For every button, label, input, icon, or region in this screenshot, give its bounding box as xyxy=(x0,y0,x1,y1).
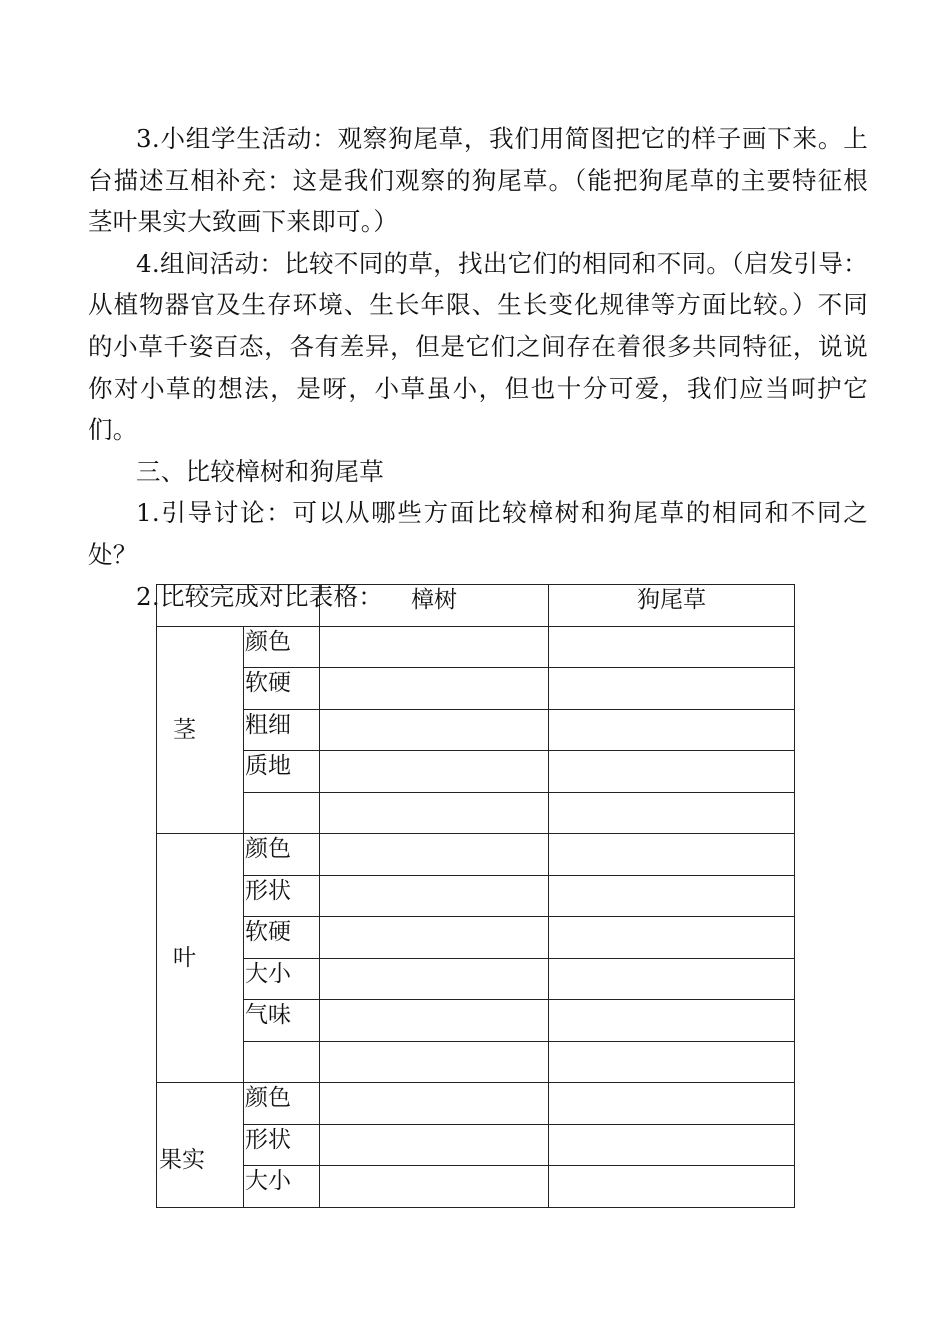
attr-cell xyxy=(244,792,320,834)
header-empty-cell xyxy=(157,585,320,627)
attr-cell: 颜色 xyxy=(244,626,320,668)
input-cell[interactable] xyxy=(549,917,795,959)
input-cell[interactable] xyxy=(549,1083,795,1125)
input-cell[interactable] xyxy=(320,958,549,1000)
section-heading-3: 三、比较樟树和狗尾草 xyxy=(136,456,384,486)
attr-cell: 形状 xyxy=(244,875,320,917)
table-row xyxy=(157,626,795,668)
input-cell[interactable] xyxy=(320,875,549,917)
attr-cell: 颜色 xyxy=(244,834,320,876)
header-foxtail-grass: 狗尾草 xyxy=(549,585,795,627)
input-cell[interactable] xyxy=(549,626,795,668)
table-row xyxy=(157,875,795,917)
input-cell[interactable] xyxy=(549,834,795,876)
input-cell[interactable] xyxy=(320,668,549,710)
input-cell[interactable] xyxy=(549,751,795,793)
input-cell[interactable] xyxy=(549,875,795,917)
attr-cell xyxy=(244,1041,320,1083)
attr-cell: 气味 xyxy=(244,1000,320,1042)
table-row xyxy=(157,1166,795,1208)
input-cell[interactable] xyxy=(320,1000,549,1042)
table-row xyxy=(157,792,795,834)
table-row xyxy=(157,834,795,876)
comparison-table xyxy=(156,584,795,1208)
paragraph-table-intro: 2.比较完成对比表格： xyxy=(136,581,384,611)
input-cell[interactable] xyxy=(320,626,549,668)
paragraph-activity-4: 4.组间活动：比较不同的草，找出它们的相同和不同。（启发引导：从植物器官及生存环境、生长年限、生长变化规律等方面比较。）不同的小草千姿百态，各有差异，但是它们之间存在着很多共同特征，说说你对小草的想法，是呀，小草虽小，但也十分可爱，我们应当呵护它们。 xyxy=(88,248,868,445)
input-cell[interactable] xyxy=(549,958,795,1000)
attr-cell: 形状 xyxy=(244,1124,320,1166)
input-cell[interactable] xyxy=(549,792,795,834)
input-cell[interactable] xyxy=(320,751,549,793)
table-row xyxy=(157,1000,795,1042)
input-cell[interactable] xyxy=(320,792,549,834)
attr-cell: 质地 xyxy=(244,751,320,793)
group-leaf: 叶 xyxy=(157,834,244,1083)
header-camphor-tree: 樟树 xyxy=(320,585,549,627)
attr-cell: 软硬 xyxy=(244,668,320,710)
group-stem: 茎 xyxy=(157,626,244,834)
input-cell[interactable] xyxy=(549,1166,795,1208)
input-cell[interactable] xyxy=(320,1041,549,1083)
input-cell[interactable] xyxy=(549,709,795,751)
attr-cell: 大小 xyxy=(244,958,320,1000)
input-cell[interactable] xyxy=(320,709,549,751)
input-cell[interactable] xyxy=(320,834,549,876)
paragraph-discussion: 1.引导讨论：可以从哪些方面比较樟树和狗尾草的相同和不同之处？ xyxy=(88,498,868,569)
table-row xyxy=(157,1124,795,1166)
group-fruit: 果实 xyxy=(157,1083,244,1208)
input-cell[interactable] xyxy=(549,668,795,710)
table-row xyxy=(157,917,795,959)
attr-cell: 软硬 xyxy=(244,917,320,959)
input-cell[interactable] xyxy=(320,1124,549,1166)
table-row xyxy=(157,1083,795,1125)
input-cell[interactable] xyxy=(549,1124,795,1166)
input-cell[interactable] xyxy=(549,1041,795,1083)
input-cell[interactable] xyxy=(320,1083,549,1125)
input-cell[interactable] xyxy=(320,1166,549,1208)
paragraph-activity-3: 3.小组学生活动：观察狗尾草，我们用简图把它的样子画下来。上台描述互相补充：这是我们观察的狗尾草。（能把狗尾草的主要特征根茎叶果实大致画下来即可。） xyxy=(88,124,868,237)
attr-cell: 粗细 xyxy=(244,709,320,751)
input-cell[interactable] xyxy=(549,1000,795,1042)
input-cell[interactable] xyxy=(320,917,549,959)
table-row xyxy=(157,709,795,751)
document-body xyxy=(88,118,868,617)
table-row xyxy=(157,1041,795,1083)
table-row xyxy=(157,958,795,1000)
table-header-row xyxy=(157,585,795,627)
attr-cell: 颜色 xyxy=(244,1083,320,1125)
attr-cell: 大小 xyxy=(244,1166,320,1208)
table-row xyxy=(157,751,795,793)
table-row xyxy=(157,668,795,710)
